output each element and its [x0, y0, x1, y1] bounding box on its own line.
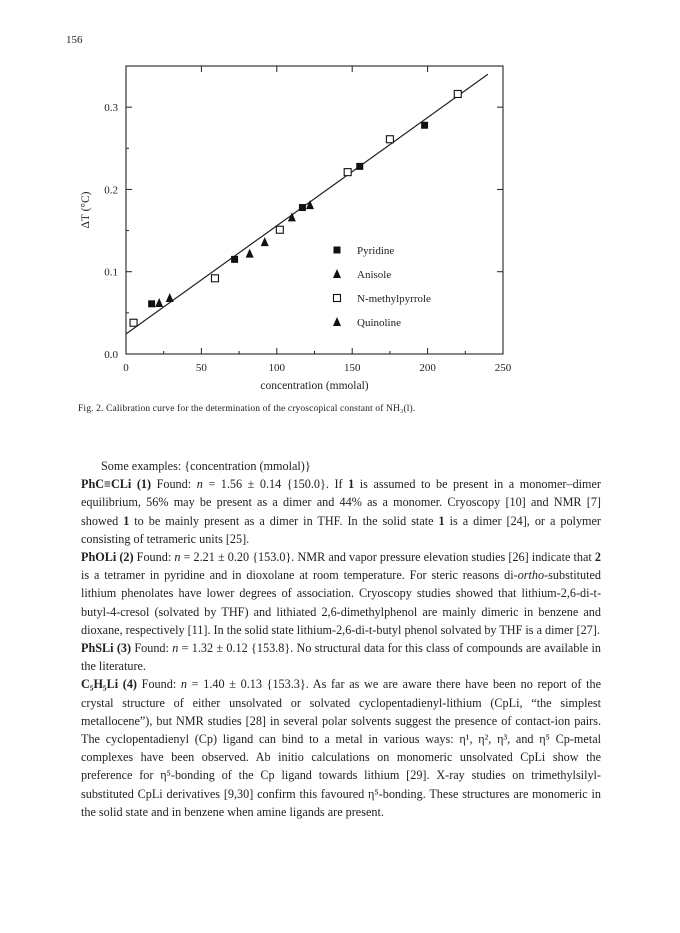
pyridine-point [356, 163, 363, 170]
n-methylpyrrole-point [454, 90, 461, 97]
paragraph-phsli: PhSLi (3) Found: n = 1.32 ± 0.12 {153.8}. No structural data for this class of compounds are available in the literature. [81, 641, 601, 674]
y-axis-label: ΔT (°C) [80, 191, 92, 229]
compound-label: PhOLi (2) [81, 550, 134, 565]
x-tick-label: 50 [195, 362, 207, 374]
quinoline-point [261, 237, 269, 246]
legend-label-quinoline: Quinoline [357, 317, 401, 329]
quinoline-point [166, 293, 174, 302]
paragraph-cpli: C₅H₅Li (4) Found: n = 1.40 ± 0.13 {153.3}. As far as we are aware there have been no report of the crystal structure of either unsolvated or solvated cyclopentadienyl-lithium (CpLi, “the simplest metallocene”), but NMR studies [28] in several polar solvents suggest the presence of contact-ion pairs. The cyclopentadienyl (Cp) ligand can bind to a metal in various ways: η¹, η², η³, and η⁵ Cp-metal complexes have been observed. Ab initio calculations on monomeric unsolvated CpLi show the preference for η⁵-bonding of the Cp ligand towards lithium [29]. X-ray studies on trimethylsilyl-substituted CpLi derivatives [9,30] confirm this favoured η⁵-bonding. These structures are monomeric in the solid state and in benzene when amine ligands are present. [81, 677, 601, 819]
legend-marker-quinoline [333, 317, 341, 326]
n-methylpyrrole-point [130, 319, 137, 326]
n-methylpyrrole-point [344, 169, 351, 176]
n-methylpyrrole-point [276, 226, 283, 233]
n-methylpyrrole-point [211, 275, 218, 282]
page-number: 156 [66, 34, 83, 46]
anisole-point [246, 249, 254, 258]
y-tick-label: 0.1 [104, 266, 118, 279]
legend-label-pyridine: Pyridine [357, 245, 395, 257]
body-text [81, 457, 601, 821]
calibration-chart [0, 0, 680, 400]
plot-layer [80, 66, 512, 392]
paragraph-phcc-li: PhC≡CLi (1) Found: n = 1.56 ± 0.14 {150.0}. If 1 is assumed to be present in a monomer–dimer equilibrium, 56% may be present as a dimer and 44% as a monomer. Cryoscopy [10] and NMR [7] showed 1 to be mainly present as a dimer in THF. In the solid state 1 is a dimer [24], or a polymer consisting of tetrameric units [25]. [81, 477, 601, 546]
legend-marker-n-methylpyrrole [334, 295, 341, 302]
legend-label-n-methylpyrrole: N-methylpyrrole [357, 293, 431, 305]
x-tick-label: 250 [494, 362, 512, 374]
plot-frame [126, 66, 503, 354]
x-axis-label: concentration (mmolal) [260, 380, 369, 392]
x-tick-label: 0 [123, 362, 129, 374]
x-tick-label: 100 [268, 362, 286, 374]
x-tick-label: 150 [343, 362, 361, 374]
legend-label-anisole: Anisole [357, 269, 392, 281]
legend-marker-anisole [333, 269, 341, 278]
y-tick-label: 0.2 [104, 184, 118, 197]
legend-marker-pyridine [334, 247, 341, 254]
figure-caption: Fig. 2. Calibration curve for the determination of the cryoscopical constant of NH₃(l). [78, 403, 416, 414]
pyridine-point [148, 300, 155, 307]
n-methylpyrrole-point [386, 136, 393, 143]
x-tick-label: 200 [419, 362, 436, 374]
intro-line: Some examples: {concentration (mmolal)} [101, 459, 311, 473]
compound-label: PhC≡CLi (1) [81, 477, 152, 492]
compound-label: C₅H₅Li (4) [81, 677, 137, 692]
y-tick-label: 0.3 [104, 102, 118, 115]
pyridine-point [421, 122, 428, 129]
compound-label: PhSLi (3) [81, 641, 132, 656]
paragraph-pholi: PhOLi (2) Found: n = 2.21 ± 0.20 {153.0}. NMR and vapor pressure elevation studies [26] indicate that 2 is a tetramer in pyridine and in dioxolane at room temperature. For steric reasons di-ortho-substituted lithium phenolates have lower degrees of association. Cryoscopy studies showed that lithium-2,6-di-t-butyl-4-cresol (solvated by THF) and lithiated 2,6-dimethylphenol are mainly dimeric in benzene and dioxane, respectively [11]. In the solid state lithium-2,6-di-t-butyl phenol solvated by THF is a dimer [27]. [81, 550, 601, 637]
y-tick-label: 0.0 [104, 349, 118, 361]
pyridine-point [299, 204, 306, 211]
anisole-point [155, 298, 163, 307]
pyridine-point [231, 256, 238, 263]
